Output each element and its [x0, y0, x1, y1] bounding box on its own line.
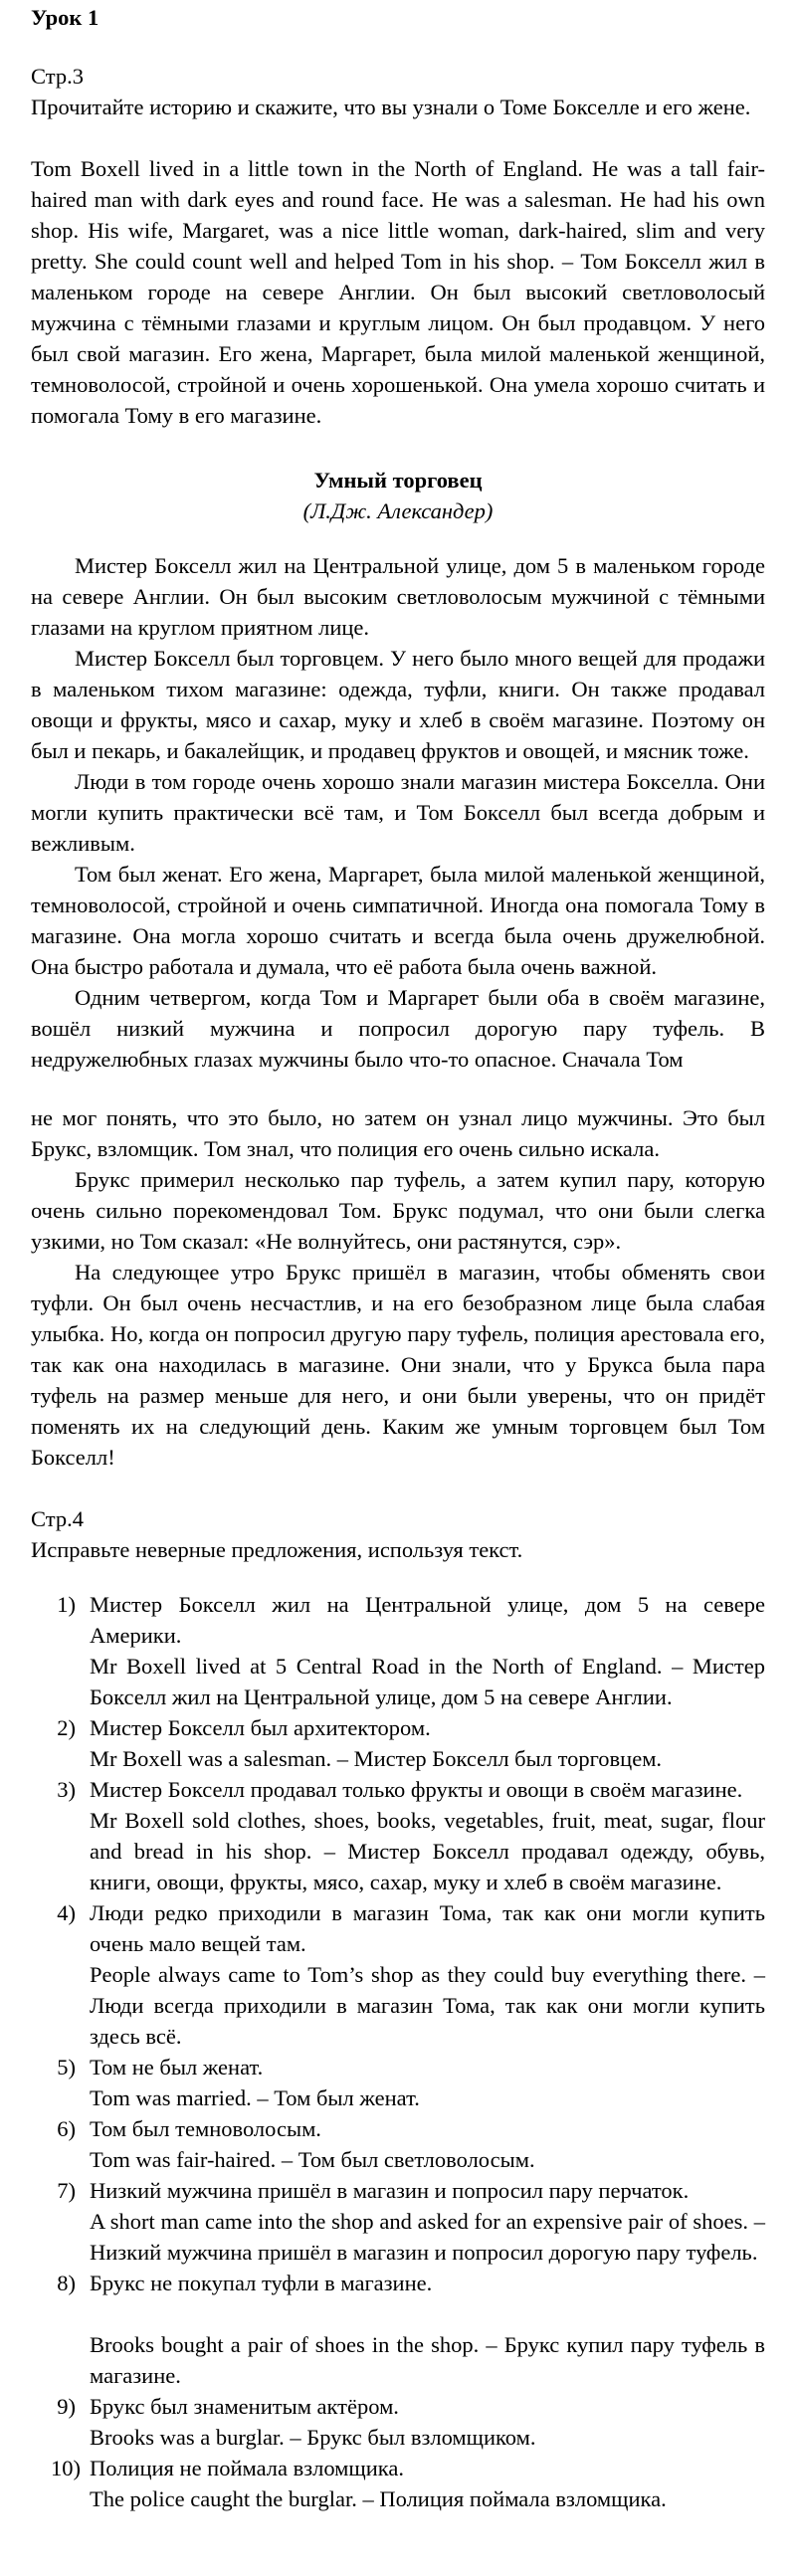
exercise-number: 2) — [57, 1715, 76, 1740]
exercise-item — [31, 2391, 765, 2453]
exercise-item — [31, 2175, 765, 2268]
exercise-statement: Низкий мужчина пришёл в магазин и попросил пару перчаток. — [90, 2178, 690, 2203]
exercise-number: 8) — [57, 2271, 76, 2295]
instruction-exercise: Исправьте неверные предложения, используя текст. — [31, 1537, 523, 1562]
story-paragraph-continued: не мог понять, что это было, но затем он узнал лицо мужчины. Это был Брукс, взломщик. Том знал, что полиция его очень сильно искала. — [31, 1105, 765, 1161]
page-ref-4: Стр.4 — [31, 1506, 84, 1531]
exercise-item — [31, 2052, 765, 2113]
exercise-item — [31, 1589, 765, 1712]
exercise-statement: Люди редко приходили в магазин Тома, так как они могли купить очень мало вещей там. — [90, 1900, 765, 1956]
exercise-statement: Мистер Бокселл жил на Центральной улице, дом 5 на севере Америки. — [90, 1592, 765, 1648]
exercise-number: 9) — [57, 2394, 76, 2419]
story-title: Умный торговец — [313, 468, 483, 493]
story-author: (Л.Дж. Александер) — [302, 498, 494, 523]
exercise-number: 10) — [51, 2456, 81, 2480]
exercise-item — [31, 1712, 765, 1774]
exercise-answer: Brooks bought a pair of shoes in the shop. – Брукс купил пару туфель в магазине. — [90, 2332, 765, 2388]
exercise-answer: Mr Boxell lived at 5 Central Road in the North of England. – Мистер Бокселл жил на Центральной улице, дом 5 на севере Англии. — [90, 1654, 765, 1709]
exercise-list — [31, 1589, 765, 2514]
document-page — [31, 0, 765, 2514]
exercise-answer: Tom was fair-haired. – Том был светловолосым. — [90, 2147, 535, 2172]
instruction-story: Прочитайте историю и скажите, что вы узнали о Томе Бокселле и его жене. — [31, 95, 751, 119]
exercise-statement: Мистер Бокселл продавал только фрукты и овощи в своём магазине. — [90, 1777, 743, 1802]
exercise-answer: Mr Boxell was a salesman. – Мистер Бокселл был торговцем. — [90, 1746, 663, 1771]
exercise-item — [31, 2453, 765, 2514]
exercise-answer: The police caught the burglar. – Полиция поймала взломщика. — [90, 2486, 667, 2511]
exercise-answer: Brooks was a burglar. – Брукс был взломщиком. — [90, 2425, 536, 2450]
story-paragraph: Мистер Бокселл жил на Центральной улице, дом 5 в маленьком городе на севере Англии. Он был высоким светловолосым мужчиной с тёмными глазами на круглом приятном лице. — [31, 553, 765, 640]
story-paragraph: Люди в том городе очень хорошо знали магазин мистера Бокселла. Они могли купить практически всё там, и Том Бокселл был всегда добрым и вежливым. — [31, 769, 765, 856]
exercise-answer: People always came to Tom’s shop as they could buy everything there. – Люди всегда приходили в магазин Тома, так как они могли купить здесь всё. — [90, 1962, 765, 2049]
exercise-number: 1) — [57, 1592, 76, 1617]
story-paragraph: На следующее утро Брукс пришёл в магазин, чтобы обменять свои туфли. Он был очень несчастлив, и на его безобразном лице была слабая улыбка. Но, когда он попросил другую пару туфель, полиция арестовала его, так как она находилась в магазине. Они знали, что у Брукса была пара туфель на размер меньше для него, и они были уверены, что он придёт поменять их на следующий день. Каким же умным торговцем был Том Бокселл! — [31, 1260, 765, 1470]
exercise-item — [31, 1774, 765, 1897]
exercise-number: 3) — [57, 1777, 76, 1802]
story-paragraph: Том был женат. Его жена, Маргарет, была милой маленькой женщиной, темноволосой, стройной и очень симпатичной. Иногда она помогала Тому в магазине. Она могла хорошо считать и всегда была очень дружелюбной. Она быстро работала и думала, что её работа была очень важной. — [31, 862, 765, 979]
exercise-statement: Полиция не поймала взломщика. — [90, 2456, 404, 2480]
story-paragraph: Брукс примерил несколько пар туфель, а затем купил пару, которую очень сильно порекомендовал Том. Брукс подумал, что они были слегка узкими, но Том сказал: «Не волнуйтесь, они растянутся, сэр». — [31, 1167, 765, 1254]
exercise-answer: Tom was married. – Том был женат. — [90, 2085, 420, 2110]
page-ref-3: Стр.3 — [31, 64, 84, 89]
exercise-number: 6) — [57, 2116, 76, 2141]
exercise-statement: Брукс был знаменитым актёром. — [90, 2394, 399, 2419]
exercise-statement: Брукс не покупал туфли в магазине. — [90, 2271, 433, 2295]
intro-paragraph: Tom Boxell lived in a little town in the North of England. He was a tall fair-haired man with dark eyes and round face. He was a salesman. He had his own shop. His wife, Margaret, was a nice little woman, dark-haired, slim and very pretty. She could count well and helped Tom in his shop. – Том Бокселл жил в маленьком городе на севере Англии. Он был высокий светловолосый мужчина с тёмными глазами и круглым лицом. Он был продавцом. У него был свой магазин. Его жена, Маргарет, была милой маленькой женщиной, темноволосой, стройной и очень хорошенькой. Она умела хорошо считать и помогала Тому в его магазине. — [31, 156, 765, 428]
exercise-statement: Мистер Бокселл был архитектором. — [90, 1715, 431, 1740]
lesson-title: Урок 1 — [31, 5, 100, 30]
exercise-number: 4) — [57, 1900, 76, 1925]
exercise-number: 5) — [57, 2055, 76, 2080]
exercise-item — [31, 1897, 765, 2052]
exercise-statement: Том был темноволосым. — [90, 2116, 321, 2141]
exercise-answer: Mr Boxell sold clothes, shoes, books, vegetables, fruit, meat, sugar, flour and bread in his shop. – Мистер Бокселл продавал одежду, обувь, книги, овощи, фрукты, мясо, сахар, муку и хлеб в своём магазине. — [90, 1808, 765, 1894]
exercise-number: 7) — [57, 2178, 76, 2203]
exercise-item — [31, 2268, 765, 2391]
story-paragraph: Мистер Бокселл был торговцем. У него было много вещей для продажи в маленьком тихом магазине: одежда, туфли, книги. Он также продавал овощи и фрукты, мясо и сахар, муку и хлеб в своём магазине. Поэтому он был и пекарь, и бакалейщик, и продавец фруктов и овощей, и мясник тоже. — [31, 646, 765, 763]
exercise-answer: A short man came into the shop and asked for an expensive pair of shoes. – Низкий мужчина пришёл в магазин и попросил дорогую пару туфель. — [90, 2209, 765, 2265]
exercise-statement: Том не был женат. — [90, 2055, 264, 2080]
story-paragraph: Одним четвергом, когда Том и Маргарет были оба в своём магазине, вошёл низкий мужчина и попросил дорогую пару туфель. В недружелюбных глазах мужчины было что-то опасное. Сначала Том — [31, 985, 765, 1072]
exercise-item — [31, 2113, 765, 2175]
